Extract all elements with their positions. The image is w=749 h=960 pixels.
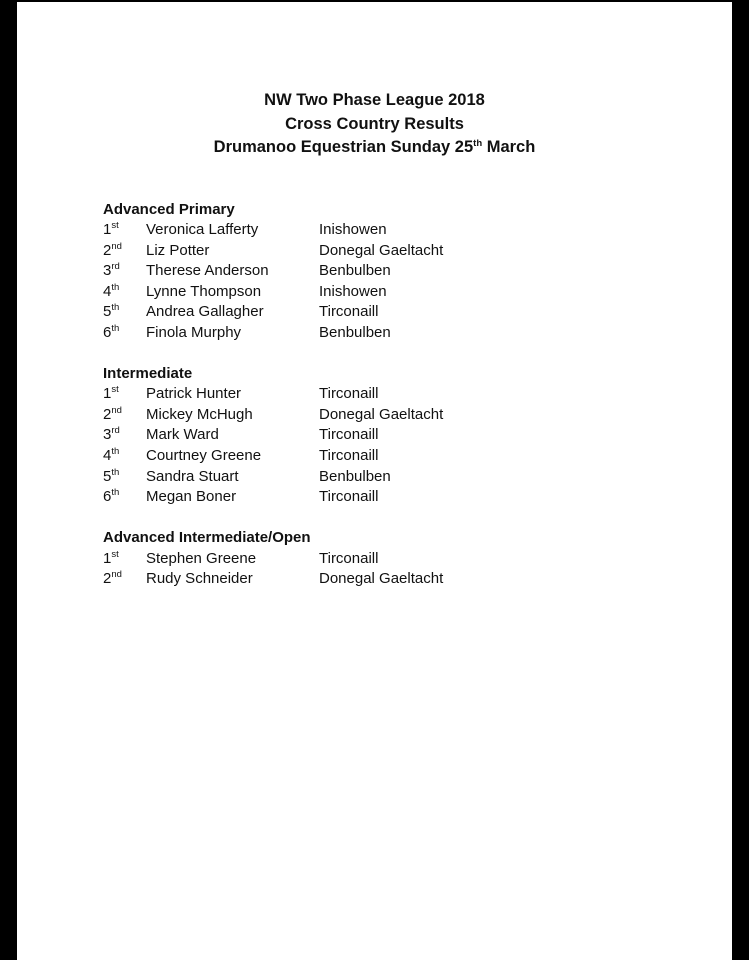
place: 2nd [103,569,122,587]
rider-name: Sandra Stuart [146,468,239,485]
club-name: Donegal Gaeltacht [319,242,444,259]
place: 6th [103,323,120,341]
place: 1st [103,549,119,567]
rider-name: Veronica Lafferty [146,221,259,238]
club-name: Benbulben [319,468,391,485]
rider-name: Rudy Schneider [146,570,253,587]
club-name: Tirconaill [319,303,379,320]
club-name: Tirconaill [319,550,379,567]
place: 5th [103,302,120,320]
league-title: NW Two Phase League 2018 [264,91,485,109]
rider-name: Lynne Thompson [146,283,262,300]
club-name: Tirconaill [319,447,379,464]
section-title-advanced-primary: Advanced Primary [103,201,235,218]
rider-name: Patrick Hunter [146,385,242,402]
rider-name: Therese Anderson [146,262,269,279]
section-title-intermediate: Intermediate [103,365,193,382]
rider-name: Courtney Greene [146,447,262,464]
place: 1st [103,220,119,238]
place: 4th [103,446,120,464]
place: 2nd [103,405,122,423]
rider-name: Megan Boner [146,488,237,505]
place: 2nd [103,241,122,259]
rider-name: Liz Potter [146,242,210,259]
place: 6th [103,487,120,505]
place: 1st [103,384,119,402]
place: 3rd [103,261,120,279]
place: 4th [103,282,120,300]
rider-name: Mickey McHugh [146,406,253,423]
rider-name: Andrea Gallagher [146,303,264,320]
results-title: Cross Country Results [285,115,464,133]
club-name: Benbulben [319,324,391,341]
club-name: Donegal Gaeltacht [319,570,444,587]
club-name: Tirconaill [319,488,379,505]
club-name: Tirconaill [319,385,379,402]
place: 3rd [103,425,120,443]
club-name: Inishowen [319,221,387,238]
event-title: Drumanoo Equestrian Sunday 25th March [213,138,536,156]
place: 5th [103,467,120,485]
club-name: Donegal Gaeltacht [319,406,444,423]
club-name: Benbulben [319,262,391,279]
section-title-advanced-intermediate-open: Advanced Intermediate/Open [103,529,311,546]
rider-name: Finola Murphy [146,324,242,341]
club-name: Tirconaill [319,426,379,443]
rider-name: Mark Ward [146,426,219,443]
rider-name: Stephen Greene [146,550,257,567]
document-page [17,2,732,960]
club-name: Inishowen [319,283,387,300]
